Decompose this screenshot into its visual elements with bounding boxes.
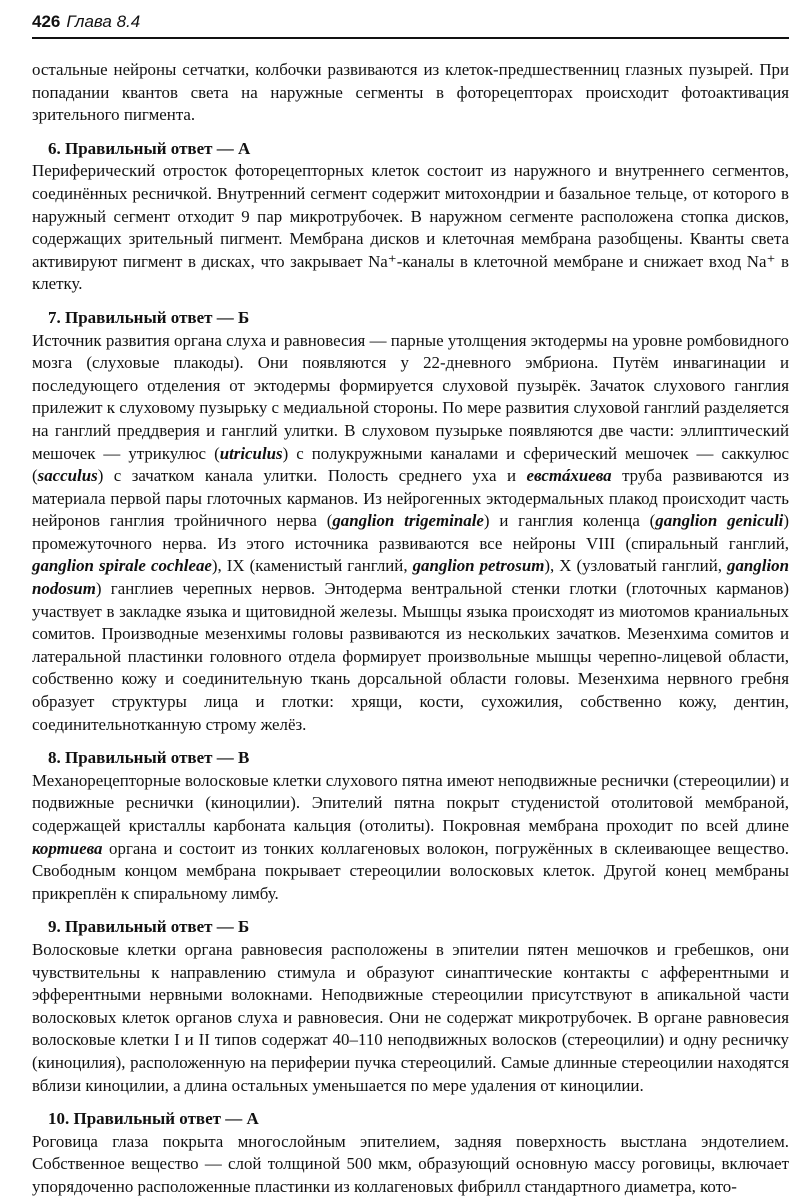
text-run: ), X (узловатый ганглий, xyxy=(544,556,728,576)
term-eustachian: евстáхиева xyxy=(526,466,612,486)
text-run: труба развиваются из материала первой пары глоточных карманов. Из нейрогенных эктодермальных плакод происходит часть нейронов ганглия тройничного нерва ( xyxy=(32,466,789,531)
text-run: Механорецепторные волосковые клетки слухового пятна имеют неподвижные реснички (стереоцилии) и подвижные реснички (киноцилии). Эпителий пятна покрыт студенистой отолитовой мембраной, содержащей кристаллы карбоната кальция (отолиты). Покровная мембрана проходит по всей длине xyxy=(32,770,789,835)
answer-7-heading: 7. Правильный ответ — Б xyxy=(48,307,250,327)
chapter-title: Глава 8.4 xyxy=(66,12,141,31)
text-run: ) промежуточного нерва. Из этого источника развиваются все нейроны VIII (спиральный ганглий, xyxy=(32,511,789,553)
answer-6-heading: 6. Правильный ответ — А xyxy=(48,138,251,158)
header-rule xyxy=(32,37,789,39)
answer-9-heading: 9. Правильный ответ — Б xyxy=(48,917,250,937)
text-run: Источник развития органа слуха и равновесия — парные утолщения эктодермы на уровне ромбовидного мозга (слуховые плакоды). Они появляются у 22-дневного эмбриона. Путём инвагинации и последующего отделения от эктодермы формируется слуховой пузырёк. Зачаток слухового ганглия прилежит к слуховому пузырьку с медиальной стороны. По мере развития слуховой ганглий разделяется на ганглий преддверия и ганглий улитки. В слуховом пузырьке появляются две части: эллиптический мешочек — утрикулюс ( xyxy=(32,330,789,463)
text-run: ) и ганглия коленца ( xyxy=(483,511,656,531)
term-sacculus: sacculus xyxy=(37,466,98,486)
text-run: ) с зачатком канала улитки. Полость среднего уха и xyxy=(97,466,527,486)
page-number: 426 xyxy=(32,12,61,31)
term-cochleae: ganglion spirale cochleae xyxy=(32,556,212,576)
term-trigeminale: ganglion trigeminale xyxy=(332,511,484,531)
answer-9-text: Волосковые клетки органа равновесия расположены в эпителии пятен мешочков и гребешков, они чувствительны к направлению стимула и образуют синаптические контакты с афферентными и эфферентными нервными волокнами. Неподвижные стереоцилии присутствуют в апикальной части волосковых клеток органов слуха и равновесия. Они не содержат микротрубочек. В органе равновесия волосковые клетки I и II типов содержат 40–110 неподвижных волосков (стереоцилии) и одну ресничку (киноцилия), расположенную на периферии пучка стереоцилий. Самые длинные стереоцилии находятся вблизи киноцилии, а длина остальных уменьшается по мере удаления от киноцилии. xyxy=(32,939,789,1095)
term-corti: кортиева xyxy=(32,838,103,858)
answer-10-text: Роговица глаза покрыта многослойным эпителием, задняя поверхность выстлана эндотелием. Собственное вещество — слой толщиной 500 мкм, образующий основную массу роговицы, включает упорядоченно расположенные пластинки из коллагеновых фибрилл стандартного диаметра, кото- xyxy=(32,1131,789,1196)
term-petrosum: ganglion petrosum xyxy=(412,556,545,576)
page-body xyxy=(32,59,789,1199)
term-geniculi: ganglion geniculi xyxy=(655,511,784,531)
answer-7-text xyxy=(32,330,789,737)
answer-8-text xyxy=(32,770,789,906)
text-run: ) ганглиев черепных нервов. Энтодерма вентральной стенки глотки (глоточных карманов) участвует в закладке языка и щитовидной железы. Мышцы языка происходят из миотомов краниальных сомитов. Производные мезенхимы головы развиваются из нескольких зачатков. Мезенхима сомитов и латеральной пластинки головного отдела формирует произвольные мышцы черепно-лицевой области, собственно кожу и соединительную ткань дорсальной области головы. Мезенхима нервного гребня образует структуры лица и глотки: хрящи, кости, сухожилия, собственно кожу, дентин, соединительнотканную строму желёз. xyxy=(32,579,789,734)
term-nodosum: ganglion nodosum xyxy=(32,556,789,599)
text-run: ), IX (каменистый ганглий, xyxy=(211,556,413,576)
running-header xyxy=(32,12,140,32)
term-utriculus: utriculus xyxy=(219,443,283,463)
answer-8-heading: 8. Правильный ответ — В xyxy=(48,748,250,768)
text-run: ) с полукружными каналами и сферический мешочек — саккулюс ( xyxy=(32,443,790,486)
answer-6-text: Периферический отросток фоторецепторных клеток состоит из наружного и внутреннего сегментов, соединённых ресничкой. Внутренний сегмент содержит митохондрии и базальное тельце, от которого в наружный сегмент отходит 9 пар микротрубочек. В наружном сегменте расположена стопка дисков, содержащих зрительный пигмент. Мембрана дисков и клеточная мембрана разобщены. Кванты света активируют пигмент в дисках, что закрывает Na⁺-каналы в клеточной мембране и снижает вход Na⁺ в клетку. xyxy=(32,161,789,294)
intro-paragraph: остальные нейроны сетчатки, колбочки развиваются из клеток-предшественниц глазных пузырей. При попадании квантов света на наружные сегменты в фоторецепторах происходит фотоактивация зрительного пигмента. xyxy=(32,60,789,125)
answer-10-heading: 10. Правильный ответ — А xyxy=(48,1109,259,1129)
text-run: органа и состоит из тонких коллагеновых волокон, погружённых в склеивающее вещество. Свободным концом мембрана покрывает стереоцилии волосковых клеток. Другой конец мембраны прикреплён к спиральному лимбу. xyxy=(32,838,789,903)
